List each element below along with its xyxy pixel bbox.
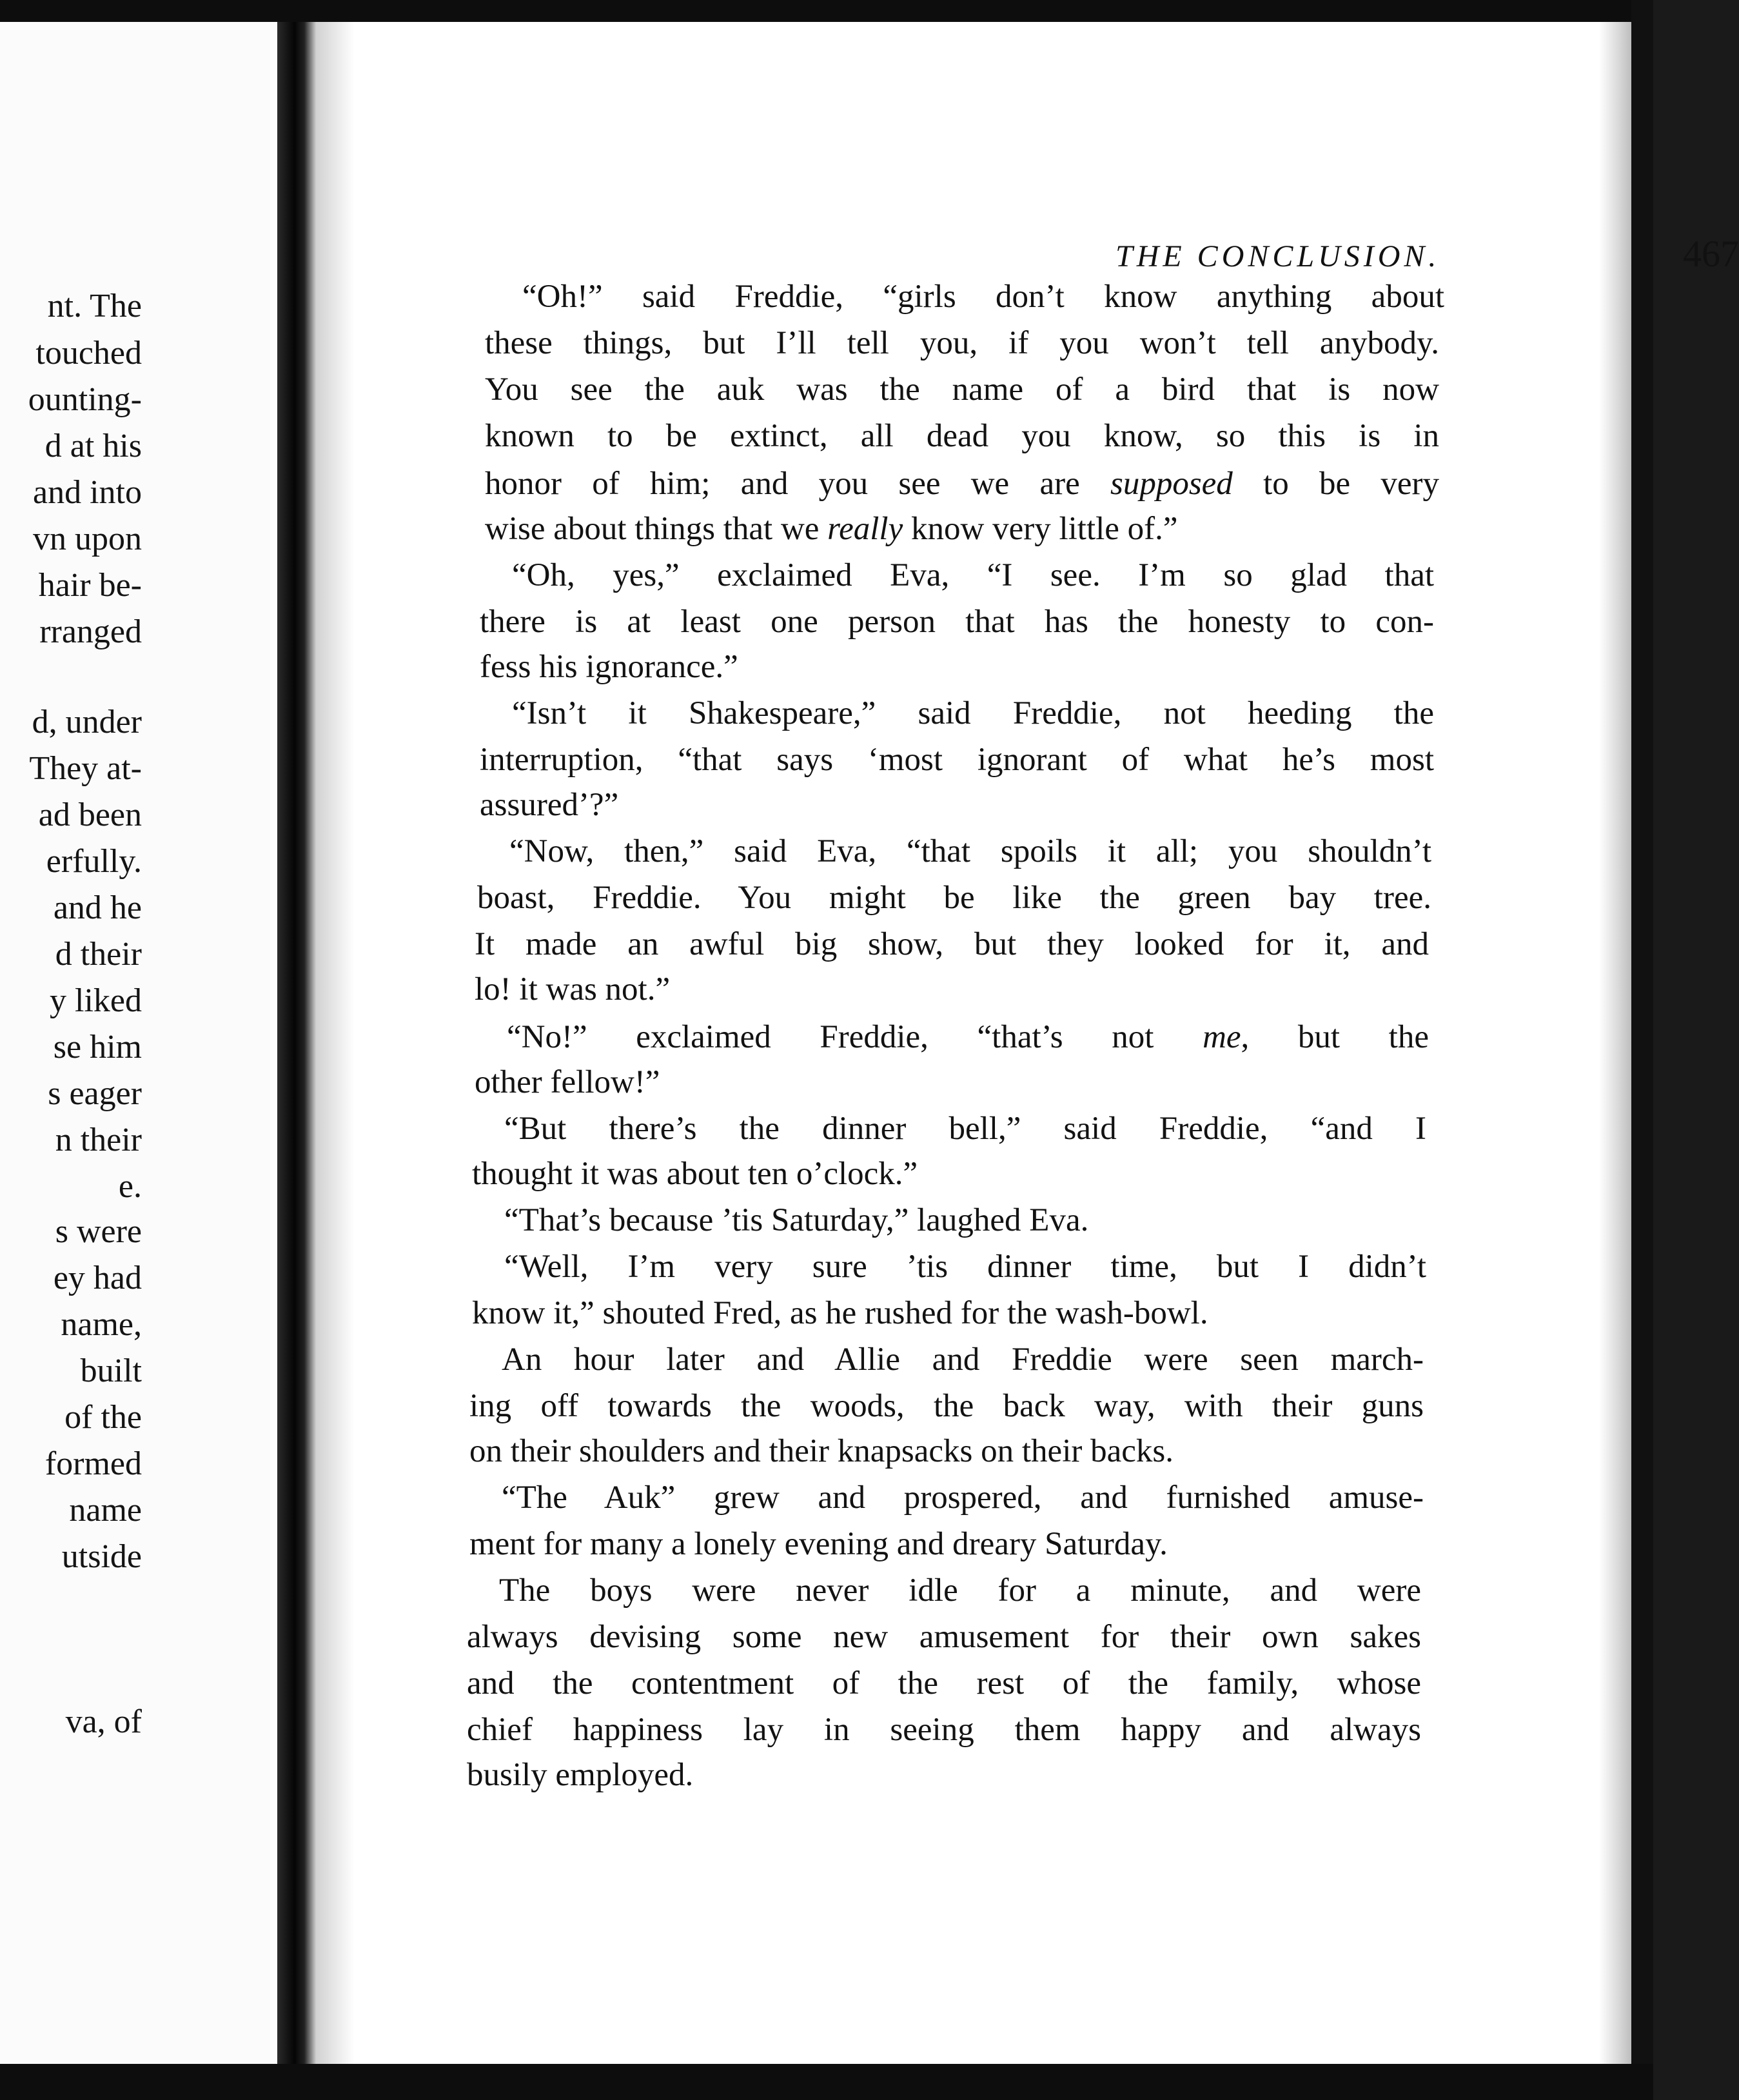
text-line: thought it was about ten o’clock.” <box>472 1156 918 1192</box>
page-edge-right <box>1599 22 1631 2064</box>
text-line: “Oh!” said Freddie, “girls don’t know anything about <box>522 279 1444 315</box>
left-page-line-fragment: touched <box>35 335 142 371</box>
text-line <box>485 464 1439 503</box>
left-page-line-fragment: d at his <box>44 428 142 464</box>
scan-border-bottom <box>0 2064 1653 2100</box>
text-line: boast, Freddie. You might be like the green bay tree. <box>477 880 1431 916</box>
left-page-line-fragment: d their <box>55 936 142 973</box>
text-line: other fellow!” <box>475 1064 660 1100</box>
text-line: The boys were never idle for a minute, and were <box>499 1572 1421 1609</box>
left-page-line-fragment: nt. The <box>47 288 142 324</box>
left-page-line-fragment: name, <box>61 1306 142 1343</box>
left-page-line-fragment: va, of <box>65 1703 142 1740</box>
text-line: known to be extinct, all dead you know, so this is in <box>485 418 1439 454</box>
text-run: honor of him; and you see we are <box>485 466 1110 502</box>
text-line: chief happiness lay in seeing them happy and always <box>467 1712 1421 1748</box>
text-line: ment for many a lonely evening and dreary Saturday. <box>469 1526 1168 1562</box>
left-page-line-fragment: n their <box>55 1122 142 1158</box>
text-line: assured’?” <box>480 787 619 823</box>
left-page-line-fragment: erfully. <box>46 843 142 880</box>
right-page <box>316 22 1739 2064</box>
left-page-line-fragment: e. <box>118 1168 142 1205</box>
left-page-line-fragment: ey had <box>53 1260 142 1296</box>
scan-border-top <box>0 0 1653 22</box>
text-line <box>507 1018 1429 1056</box>
text-run: to be very <box>1232 466 1439 502</box>
italic-emphasis: really <box>827 511 903 547</box>
text-line: “Isn’t it Shakespeare,” said Freddie, not heeding the <box>512 695 1434 731</box>
text-line: always devising some new amusement for their own sakes <box>467 1619 1421 1655</box>
left-page-line-fragment: vn upon <box>33 520 142 557</box>
text-line: and the contentment of the rest of the family, whose <box>467 1665 1421 1701</box>
text-run: , but the <box>1241 1019 1429 1055</box>
text-line: “Now, then,” said Eva, “that spoils it all; you shouldn’t <box>509 833 1431 869</box>
text-line: You see the auk was the name of a bird that is now <box>485 371 1439 408</box>
text-run: know very little of.” <box>903 511 1178 547</box>
text-run: wise about things that we <box>485 511 828 547</box>
text-line: there is at least one person that has the honesty to con- <box>480 604 1434 640</box>
page-number: 467 <box>1683 233 1739 275</box>
left-page-line-fragment: rranged <box>39 613 142 650</box>
gutter-shadow <box>316 22 355 2064</box>
italic-emphasis: supposed <box>1110 466 1233 502</box>
left-page-line-fragment: of the <box>64 1399 142 1436</box>
text-line: An hour later and Allie and Freddie were seen march- <box>502 1342 1424 1378</box>
left-page-line-fragment: y liked <box>50 982 142 1019</box>
text-line: “That’s because ’tis Saturday,” laughed Eva. <box>504 1202 1089 1238</box>
left-page-line-fragment: s were <box>55 1213 142 1250</box>
scan-border-right <box>1631 0 1653 2100</box>
text-line: “Well, I’m very sure ’tis dinner time, but I didn’t <box>504 1249 1426 1285</box>
left-page-line-fragment: formed <box>44 1445 142 1482</box>
left-page-line-fragment: ounting- <box>28 381 142 418</box>
text-line <box>485 510 1439 548</box>
italic-emphasis: me <box>1203 1019 1241 1055</box>
left-page-line-fragment: and he <box>53 889 142 926</box>
text-line: It made an awful big show, but they looked for it, and <box>475 926 1429 962</box>
left-page-line-fragment: They at- <box>29 750 142 787</box>
book-gutter <box>277 22 316 2064</box>
text-line: “The Auk” grew and prospered, and furnished amuse- <box>502 1480 1424 1516</box>
left-page-line-fragment: se him <box>53 1029 142 1065</box>
left-page <box>0 22 277 2064</box>
text-line: fess his ignorance.” <box>480 649 738 685</box>
left-page-line-fragment: utside <box>61 1538 142 1575</box>
text-line: interruption, “that says ‘most ignorant of what he’s most <box>480 742 1434 778</box>
text-line: lo! it was not.” <box>475 971 671 1007</box>
left-page-line-fragment: and into <box>33 474 142 511</box>
left-page-line-fragment: d, under <box>32 704 142 740</box>
text-line: these things, but I’ll tell you, if you won’t tell anybody. <box>485 325 1439 361</box>
running-head: THE CONCLUSION. <box>1115 239 1440 273</box>
text-run: “No!” exclaimed Freddie, “that’s not <box>507 1019 1203 1055</box>
left-page-line-fragment: ad been <box>38 797 142 833</box>
left-page-line-fragment: hair be- <box>38 567 142 604</box>
text-line: busily employed. <box>467 1757 694 1793</box>
left-page-line-fragment: s eager <box>48 1075 142 1112</box>
left-page-line-fragment: built <box>80 1352 142 1389</box>
text-line: know it,” shouted Fred, as he rushed for the wash-bowl. <box>472 1295 1208 1331</box>
text-line: ing off towards the woods, the back way, with their guns <box>469 1388 1424 1424</box>
text-line: “Oh, yes,” exclaimed Eva, “I see. I’m so glad that <box>512 557 1434 593</box>
text-line: “But there’s the dinner bell,” said Freddie, “and I <box>504 1111 1426 1147</box>
text-line: on their shoulders and their knapsacks on their backs. <box>469 1433 1174 1469</box>
left-page-line-fragment: name <box>69 1492 142 1529</box>
